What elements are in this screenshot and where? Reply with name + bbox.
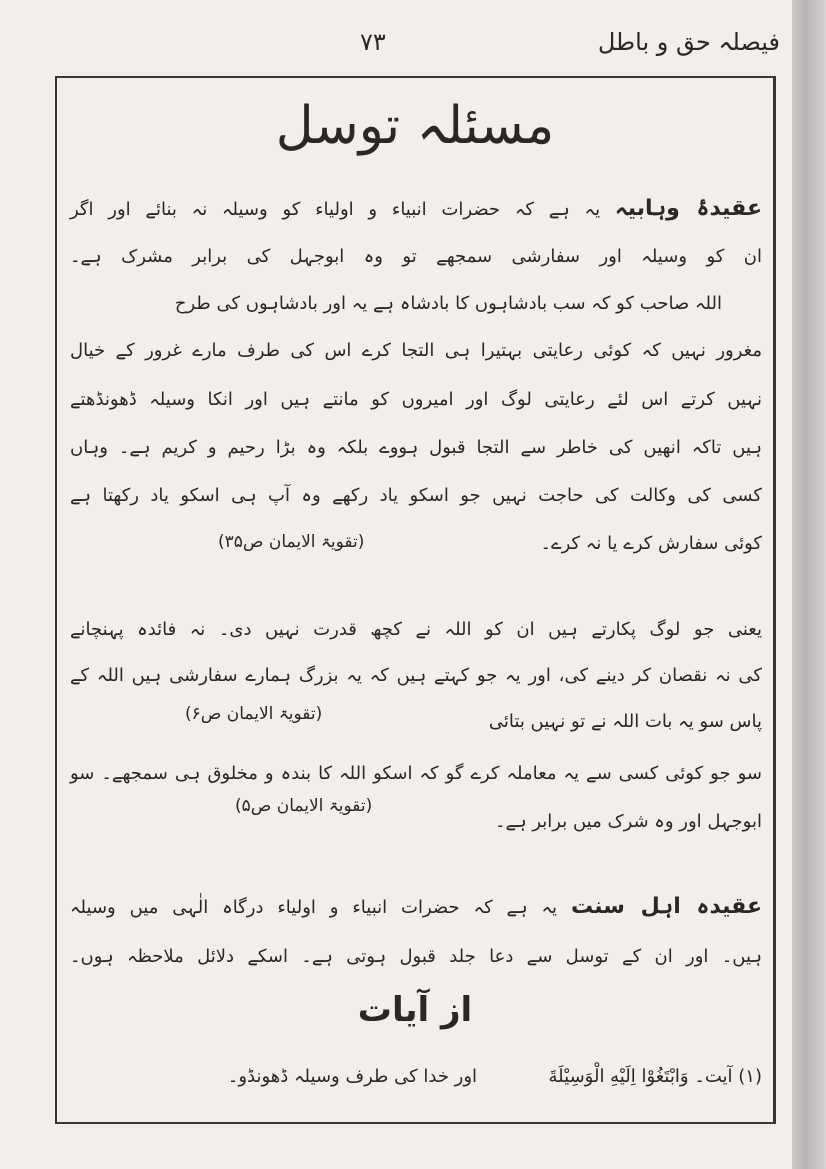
text-line: ہیں تاکہ انھیں کی خاطر سے التجا قبول ہووے بلکہ وہ بڑا رحیم و کریم ہے۔ وہاں: [70, 437, 762, 458]
book-gutter: [792, 0, 826, 1169]
sunni-belief-heading: عقیدہ اہل سنت: [570, 894, 762, 919]
verse-line: [70, 1060, 762, 1094]
text-line: ان کو وسیلہ اور سفارشی سمجھے تو وہ ابوجہل کی برابر مشرک ہے۔: [70, 246, 762, 267]
wahhabi-belief-heading: عقیدۂ وہابیہ: [614, 196, 762, 221]
text-line: نہیں کرتے اس لئے رعایتی لوگ اور امیروں کو مانتے ہیں اور انکا وسیلہ ڈھونڈھتے: [70, 389, 762, 410]
line-text: یہ ہے کہ حضرات انبیاء و اولیاء کو وسیلہ نہ بنائے اور اگر: [70, 199, 601, 220]
text-line: پاس سو یہ بات اللہ نے تو نہیں بتائی: [488, 711, 762, 732]
verse-arabic: وَابْتَغُوْا اِلَیْهِ الْوَسِیْلَةَ: [548, 1066, 689, 1087]
text-line: [70, 890, 762, 925]
verse-translation: اور خدا کی طرف وسیلہ ڈھونڈو۔: [227, 1066, 478, 1087]
chapter-title: مسئلہ توسل: [275, 96, 555, 156]
text-line: سو جو کوئی کسی سے یہ معاملہ کرے گو کہ اسکو اللہ کا بندہ و مخلوق ہی سمجھے۔ سو: [70, 763, 762, 784]
text-line: کوئی سفارش کرے یا نہ کرے۔: [540, 533, 762, 554]
text-line: کی نہ نقصان کر دینے کی، اور یہ جو کہتے ہیں کہ یہ بزرگ ہمارے سفارشی ہیں اللہ کے: [70, 665, 762, 686]
verse-label: (۱) آیت۔: [694, 1066, 762, 1087]
text-line: ابوجہل اور وہ شرک میں برابر ہے۔: [495, 811, 762, 832]
citation: (تقویۃ الایمان ص۵): [235, 796, 373, 816]
text-line: مغرور نہیں کہ کوئی رعایتی بہتیرا ہی التجا کرے اس کی طرف مارے غرور کے خیال: [70, 340, 763, 361]
text-line: ہیں۔ اور ان کے توسل سے دعا جلد قبول ہوتی ہے۔ اسکے دلائل ملاحظہ ہوں۔: [70, 946, 762, 967]
text-line: یعنی جو لوگ پکارتے ہیں ان کو اللہ نے کچھ قدرت نہیں دی۔ نہ فائدہ پہنچانے: [70, 619, 762, 640]
citation: (تقویۃ الایمان ص۳۵): [218, 532, 365, 552]
text-line: [70, 192, 762, 227]
text-line: اللہ صاحب کو کہ سب بادشاہوں کا بادشاہ ہے یہ اور بادشاہوں کی طرح: [174, 293, 722, 314]
line-text: یہ ہے کہ حضرات انبیاء و اولیاء درگاہ الٰہی میں وسیلہ: [70, 897, 558, 918]
running-title: فیصلہ حق و باطل: [597, 28, 780, 56]
text-line: کسی کی وکالت کی حاجت نہیں جو اسکو یاد رکھے وہ آپ ہی اسکو یاد رکھتا ہے: [70, 485, 762, 506]
page-number: ۷۳: [360, 28, 386, 56]
page-header: [60, 28, 780, 68]
citation: (تقویۃ الایمان ص۶): [185, 704, 323, 724]
section-subheading: از آیات: [357, 990, 473, 1030]
